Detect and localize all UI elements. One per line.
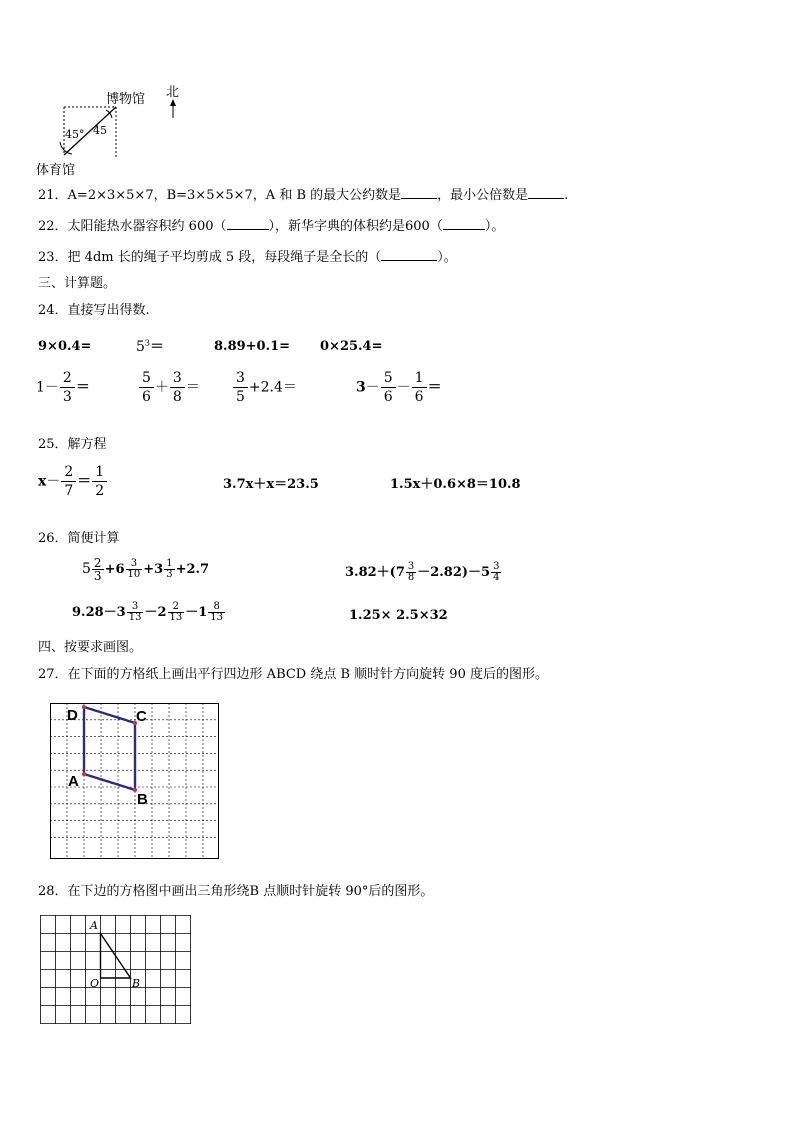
q24-eq: ＝: [185, 379, 200, 396]
angle-label-1: 45°: [65, 128, 85, 141]
mixed-whole: 5: [82, 561, 91, 577]
q26-b-head: 3.82＋(7: [345, 565, 405, 580]
q24-item-1: 9×0.4=: [38, 339, 92, 354]
frac-num: 5: [139, 369, 154, 388]
q27-label-d: D: [67, 707, 78, 724]
frac-den: 13: [128, 612, 142, 623]
q22-blank-2[interactable]: [443, 229, 485, 230]
museum-label: 博物馆: [106, 91, 146, 106]
frac-den: 3: [166, 569, 173, 580]
q26-a-part: +6: [104, 562, 125, 577]
q24-item-2: [136, 336, 164, 356]
frac-num: 3: [127, 602, 144, 613]
frac-den: 7: [64, 483, 74, 499]
q24-minus: －: [396, 379, 411, 396]
q24-pow-base: 5: [136, 339, 145, 355]
q26-c-part: －1: [185, 605, 208, 620]
q24-minus: －: [44, 379, 59, 396]
q21-blank-gcd[interactable]: [401, 198, 437, 199]
q26-expr-a: [82, 557, 209, 582]
parallelogram-abcd: [84, 707, 135, 790]
q24-minus: －: [365, 379, 380, 396]
q24-eq: ＝: [75, 379, 90, 396]
q23-end: ）。: [437, 250, 457, 265]
q25-x: x: [38, 473, 47, 490]
q28-label-a: A: [90, 919, 98, 932]
frac-num: 2: [93, 556, 102, 570]
q28-grid[interactable]: [40, 915, 192, 1025]
q26-expr-c: [72, 601, 226, 623]
frac-den: 8: [407, 572, 415, 583]
q24-item-6: [138, 369, 200, 406]
question-27-text: 27．在下面的方格纸上画出平行四边形 ABCD 绕点 B 顺时针方向旋转 90 度后的图形。: [38, 667, 548, 682]
q26-c-head: 9.28－3: [72, 605, 126, 620]
q24-one: 1: [36, 379, 45, 396]
frac-num: 3: [126, 559, 143, 570]
q24-pow-eq: ＝: [150, 339, 165, 355]
frac-den: 2: [95, 483, 105, 499]
frac-num: 8: [208, 602, 225, 613]
q21-end: .: [564, 188, 569, 203]
frac-den: 10: [127, 569, 141, 580]
section-4-heading: 四、按要求画图。: [38, 640, 143, 655]
q24-three: 3: [356, 379, 366, 396]
angle-label-2: 45: [93, 124, 107, 137]
q24-pow-exp: 3: [144, 338, 151, 348]
question-22: [38, 219, 504, 235]
q25-equation-1: [38, 463, 108, 500]
q26-expr-d: 1.25× 2.5×32: [349, 608, 448, 623]
frac-den: 8: [172, 389, 182, 405]
q26-a-tail: +2.7: [175, 562, 210, 577]
q25-minus: －: [46, 473, 61, 490]
stadium-label: 体育馆: [36, 162, 76, 177]
frac-den: 6: [414, 389, 424, 405]
q25-equation-2: 3.7x＋x＝23.5: [223, 477, 319, 492]
q28-label-b: B: [132, 977, 141, 990]
q23-blank[interactable]: [381, 260, 437, 261]
q24-item-3: 8.89+0.1=: [214, 339, 291, 354]
question-23: [38, 250, 457, 266]
q24-item-7: [232, 369, 297, 406]
q26-b-mid: －2.82)－5: [417, 565, 491, 580]
q23-text: 23．把 4dm 长的绳子平均剪成 5 段，每段绳子是全长的（: [38, 250, 382, 265]
direction-figure: [30, 80, 190, 180]
frac-num: 3: [170, 369, 185, 388]
frac-num: 2: [61, 463, 76, 482]
question-25-title: 25．解方程: [38, 437, 107, 452]
q24-item-8: [356, 369, 442, 406]
q27-grid-figure[interactable]: [50, 703, 220, 860]
q21-blank-lcm[interactable]: [528, 198, 564, 199]
frac-den: 4: [493, 572, 500, 583]
q22-text: 22．太阳能热水器容积约 600（: [38, 219, 227, 234]
q25-eq: ＝: [77, 473, 92, 490]
frac-den: 6: [142, 389, 151, 405]
frac-num: 3: [493, 561, 500, 572]
q27-label-a: A: [68, 773, 79, 790]
frac-den: 13: [169, 612, 183, 623]
q26-c-part: －2: [144, 605, 167, 620]
frac-num: 1: [412, 369, 427, 388]
section-3-heading: 三、计算题。: [38, 276, 117, 291]
q28-label-o: O: [90, 977, 100, 990]
q22-blank-1[interactable]: [227, 229, 269, 230]
q22-mid: ），新华字典的体积约是600（: [268, 219, 443, 234]
q24-plus24: +2.4＝: [248, 379, 297, 396]
q28-grid-figure[interactable]: [40, 915, 192, 1025]
frac-num: 3: [233, 369, 248, 388]
q27-label-b: B: [137, 791, 148, 808]
question-28-text: 28．在下边的方格图中画出三角形绕B 点顺时针旋转 90°后的图形。: [38, 884, 434, 899]
q26-a-part: +3: [143, 562, 164, 577]
q22-end: ）。: [484, 219, 505, 234]
frac-den: 6: [383, 389, 393, 405]
frac-num: 2: [168, 602, 185, 613]
q27-label-c: C: [136, 708, 147, 725]
q21-mid: ，最小公倍数是: [437, 188, 529, 203]
frac-num: 3: [407, 561, 415, 572]
q24-item-5: [36, 369, 90, 406]
frac-den: 3: [93, 569, 102, 583]
frac-num: 2: [60, 369, 75, 388]
q24-eq: ＝: [427, 379, 442, 396]
frac-num: 1: [166, 558, 173, 569]
question-21: [38, 188, 568, 204]
question-24-title: 24．直接写出得数.: [38, 303, 150, 318]
frac-num: 5: [381, 369, 396, 388]
q21-text: 21．A=2×3×5×7，B=3×5×5×7，A 和 B 的最大公约数是: [38, 188, 402, 203]
question-26-title: 26．简便计算: [38, 531, 120, 546]
north-label: 北: [166, 84, 180, 99]
q24-item-4: 0×25.4=: [320, 339, 383, 354]
frac-den: 13: [210, 612, 224, 623]
q24-plus: ＋: [154, 379, 169, 396]
frac-num: 1: [92, 463, 107, 482]
frac-den: 3: [62, 389, 72, 405]
q25-equation-3: 1.5x＋0.6×8＝10.8: [390, 477, 521, 492]
q26-expr-b: [345, 561, 502, 583]
frac-den: 5: [236, 389, 245, 405]
